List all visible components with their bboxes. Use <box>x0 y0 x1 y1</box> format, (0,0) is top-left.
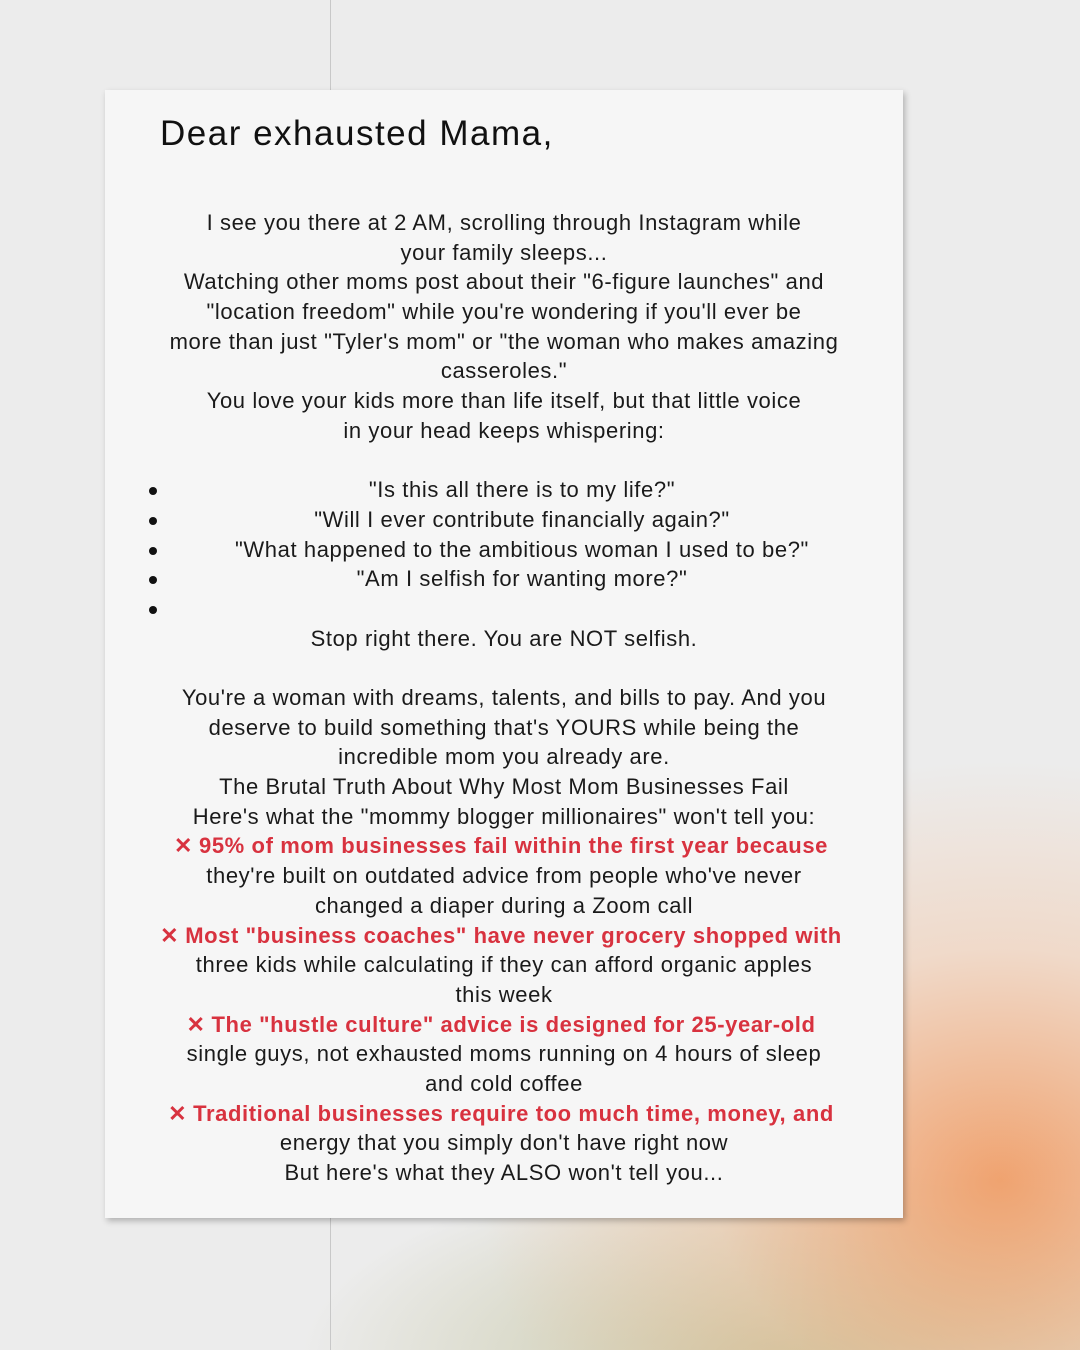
text-line <box>130 327 878 357</box>
letter-title: Dear exhausted Mama, <box>160 114 554 153</box>
line-text: But here's what they ALSO won't tell you... <box>284 1160 724 1185</box>
text-line <box>130 297 878 327</box>
red-x-icon: ✕ <box>173 833 193 859</box>
line-text: and cold coffee <box>425 1070 583 1096</box>
bullet-dot-icon <box>149 576 157 584</box>
bullet-item <box>130 505 878 535</box>
text-line <box>130 980 878 1010</box>
line-text: "Will I ever contribute financially again?" <box>314 506 730 532</box>
red-x-icon: ✕ <box>168 1100 188 1126</box>
text-line <box>130 802 878 832</box>
line-text: You're a woman with dreams, talents, and bills to pay. And you <box>181 685 827 710</box>
line-text: deserve to build something that's YOURS while being the <box>208 714 800 740</box>
line-text: "location freedom" while you're wondering if you'll ever be <box>206 299 802 325</box>
text-line <box>130 1039 878 1069</box>
text-line <box>130 386 878 416</box>
red-x-icon: ✕ <box>160 922 180 948</box>
red-x-icon: ✕ <box>186 1011 206 1037</box>
text-line <box>130 772 878 802</box>
bullet-dot-icon <box>149 487 157 495</box>
line-text: three kids while calculating if they can afford organic apples <box>195 952 813 978</box>
letter-body <box>130 208 878 1188</box>
line-text: Here's what the "mommy blogger millionaires" won't tell you: <box>192 803 816 829</box>
line-text: The Brutal Truth About Why Most Mom Businesses Fail <box>219 774 789 800</box>
letter-paper <box>105 90 903 1218</box>
line-text: single guys, not exhausted moms running on 4 hours of sleep <box>186 1041 822 1067</box>
text-line <box>130 624 878 654</box>
line-text: more than just "Tyler's mom" or "the woman who makes amazing <box>169 328 839 354</box>
text-line <box>130 950 878 980</box>
text-line <box>130 1158 878 1188</box>
bullet-item <box>130 535 878 565</box>
line-text: your family sleeps... <box>400 239 608 265</box>
line-text: this week <box>455 981 553 1007</box>
line-text: casseroles." <box>440 358 568 384</box>
line-text: incredible mom you already are. <box>338 744 670 770</box>
bullet-item <box>130 594 878 624</box>
bullet-dot-icon <box>149 547 157 555</box>
text-line <box>130 1128 878 1158</box>
line-text: energy that you simply don't have right now <box>279 1130 729 1156</box>
line-text: in your head keeps whispering: <box>343 417 665 443</box>
text-line <box>130 891 878 921</box>
line-text: You love your kids more than life itself, but that little voice <box>206 388 802 414</box>
line-text: they're built on outdated advice from people who've never <box>206 863 802 889</box>
line-text: Stop right there. You are NOT selfish. <box>310 625 698 651</box>
text-line <box>130 713 878 743</box>
text-line <box>130 683 878 713</box>
text-line <box>130 416 878 446</box>
line-text: 95% of mom businesses fail within the first year because <box>199 833 829 859</box>
bullet-dot-icon <box>149 517 157 525</box>
line-text: "Am I selfish for wanting more?" <box>356 566 688 592</box>
blank-line <box>130 446 878 476</box>
line-text: Watching other moms post about their "6-figure launches" and <box>183 269 825 295</box>
line-text: "Is this all there is to my life?" <box>368 477 676 503</box>
x-list-item <box>130 1099 872 1129</box>
x-list-item <box>130 921 872 951</box>
line-text: Traditional businesses require too much time, money, and <box>193 1100 834 1126</box>
bullet-item <box>130 564 878 594</box>
bullet-dot-icon <box>149 606 157 614</box>
bullet-item <box>130 475 878 505</box>
line-text: "What happened to the ambitious woman I used to be?" <box>235 536 809 562</box>
text-line <box>130 1069 878 1099</box>
text-line <box>130 238 878 268</box>
text-line <box>130 267 878 297</box>
text-line <box>130 861 878 891</box>
blank-line <box>130 653 878 683</box>
x-list-item <box>130 831 872 861</box>
text-line <box>130 208 878 238</box>
line-text: I see you there at 2 AM, scrolling through Instagram while <box>206 210 802 235</box>
text-line <box>130 356 878 386</box>
line-text: changed a diaper during a Zoom call <box>314 892 694 918</box>
line-text: Most "business coaches" have never grocery shopped with <box>185 922 842 948</box>
text-line <box>130 742 878 772</box>
x-list-item <box>130 1010 872 1040</box>
line-text: The "hustle culture" advice is designed for 25-year-old <box>211 1011 816 1037</box>
